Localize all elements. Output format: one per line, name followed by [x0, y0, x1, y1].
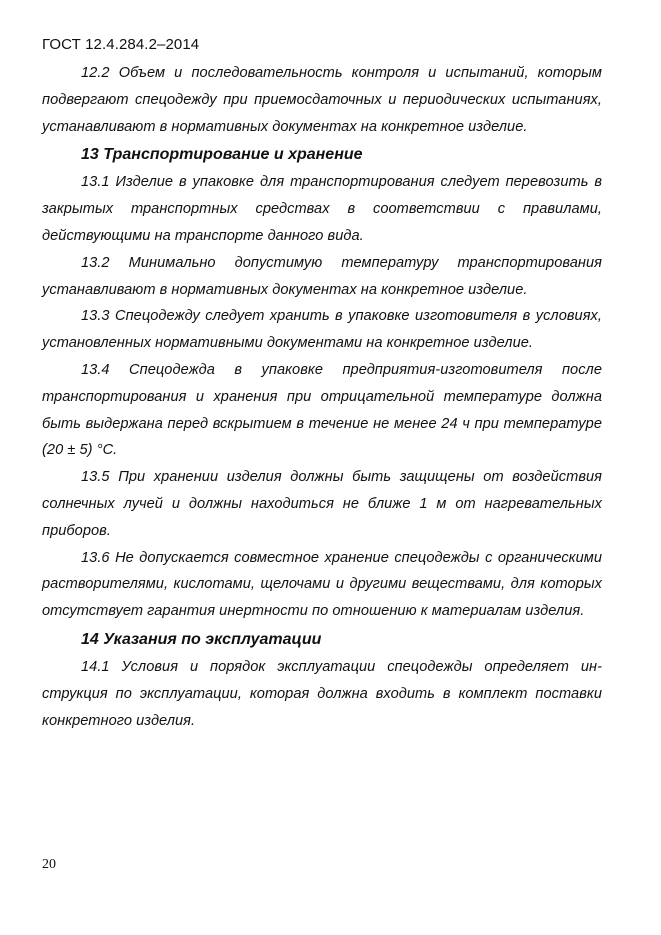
paragraph-13-3: 13.3 Спецодежду следует хранить в упаковке изготовителя в условиях, установленных нормативными документами на конкретное изделие. — [42, 308, 602, 352]
page-number: 20 — [42, 857, 56, 872]
section-heading-13: 13 Транспортирование и хранение — [81, 146, 363, 164]
section-heading-14: 14 Указания по эксплуатации — [81, 630, 322, 648]
document-body — [42, 60, 602, 734]
paragraph-13-1: 13.1 Изделие в упаковке для транспортирования следует перевозить в закрытых транспортных средствах в соответствии с правилами, действующими на транспорте данного вида. — [42, 174, 602, 244]
paragraph-13-6: 13.6 Не допускается совместное хранение спецодежды с органическими растворителями, кислотами, щелочами и другими веществами, для которых отсутствует гарантия инертности по отношению к материалам изделия. — [42, 549, 602, 620]
document-header: ГОСТ 12.4.284.2–2014 — [42, 36, 200, 53]
paragraph-13-5: 13.5 При хранении изделия должны быть защищены от воздействия солнечных лучей и должны находиться не ближе 1 м от нагревательных приборов. — [42, 469, 602, 539]
paragraph-14-1: 14.1 Условия и порядок эксплуатации спецодежды определяет инструкция по эксплуатации, которая должна входить в комплект поставки конкретного изделия. — [42, 658, 602, 729]
paragraph-13-2: 13.2 Минимально допустимую температуру транспортирования устанавливают в нормативных документах на конкретное изделие. — [42, 254, 602, 298]
paragraph-12-2: 12.2 Объем и последовательность контроля и испытаний, которым подвергают спецодежду при приемосдаточных и периодических испытаниях, устанавливают в нормативных документах на конкретное изделие. — [42, 65, 602, 135]
paragraph-13-4: 13.4 Спецодежда в упаковке предприятия-изготовителя после транспортирования и хранения при отрицательной температуре должна быть выдержана перед вскрытием в течение не менее 24 ч при температуре (20 ± 5) °С. — [42, 361, 602, 459]
